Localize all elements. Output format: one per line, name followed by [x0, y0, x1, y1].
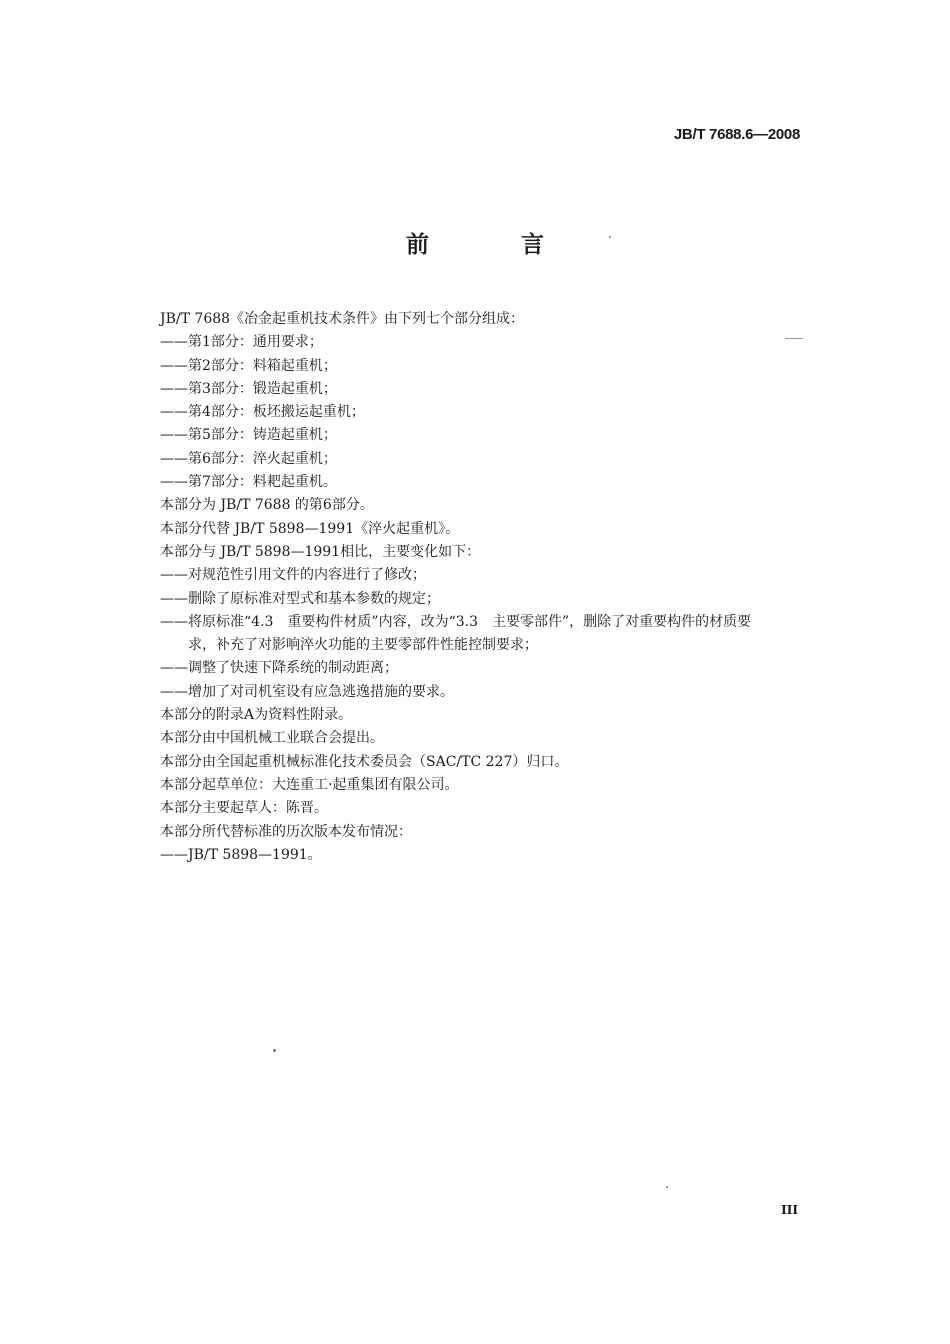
text-line: 本部分主要起草人：陈晋。 — [160, 800, 328, 817]
standard-code: JB/T 7688.6—2008 — [673, 126, 800, 143]
text-line: 本部分与 JB/T 5898—1991相比，主要变化如下： — [160, 543, 481, 560]
text-line: ——第6部分：淬火起重机； — [160, 450, 337, 467]
foreword-body — [160, 308, 805, 867]
text-line: 本部分所代替标准的历次版本发布情况： — [160, 823, 412, 840]
text-line: 求，补充了对影响淬火功能的主要零部件性能控制要求； — [188, 637, 538, 654]
text-line: ——第7部分：料耙起重机。 — [160, 474, 337, 491]
text-line: ——删除了原标准对型式和基本参数的规定； — [160, 590, 440, 607]
text-line: 本部分由中国机械工业联合会提出。 — [160, 730, 384, 747]
text-line: 本部分为 JB/T 7688 的第6部分。 — [160, 497, 374, 514]
scan-speck — [785, 338, 803, 339]
scan-speck — [273, 1049, 276, 1052]
scan-speck — [666, 1186, 668, 1188]
text-line: ——第1部分：通用要求； — [160, 334, 323, 351]
text-line: 本部分起草单位：大连重工·起重集团有限公司。 — [160, 776, 459, 793]
text-line: ——第4部分：板坯搬运起重机； — [160, 404, 365, 421]
scan-speck — [609, 236, 611, 238]
text-line: ——增加了对司机室设有应急逃逸措施的要求。 — [160, 683, 454, 700]
text-line: ——第5部分：铸造起重机； — [160, 427, 337, 444]
page-number: III — [781, 1203, 798, 1217]
page-title: 前 言 — [405, 232, 586, 258]
text-line: 本部分由全国起重机械标准化技术委员会（SAC/TC 227）归口。 — [160, 753, 569, 770]
text-line: 本部分代替 JB/T 5898—1991《淬火起重机》。 — [160, 520, 460, 537]
text-line: ——将原标准“4.3 重要构件材质”内容，改为“3.3 主要零部件”，删除了对重要构件的材质要 — [160, 613, 752, 630]
text-line: ——第3部分：锻造起重机； — [160, 380, 337, 397]
text-line: JB/T 7688《冶金起重机技术条件》由下列七个部分组成： — [160, 311, 525, 327]
text-line: 本部分的附录A为资料性附录。 — [160, 707, 353, 724]
text-line: ——调整了快速下降系统的制动距离； — [160, 660, 398, 677]
text-line: ——对规范性引用文件的内容进行了修改； — [160, 567, 426, 584]
text-line: ——第2部分：料箱起重机； — [160, 357, 337, 374]
text-line: ——JB/T 5898—1991。 — [160, 846, 322, 863]
